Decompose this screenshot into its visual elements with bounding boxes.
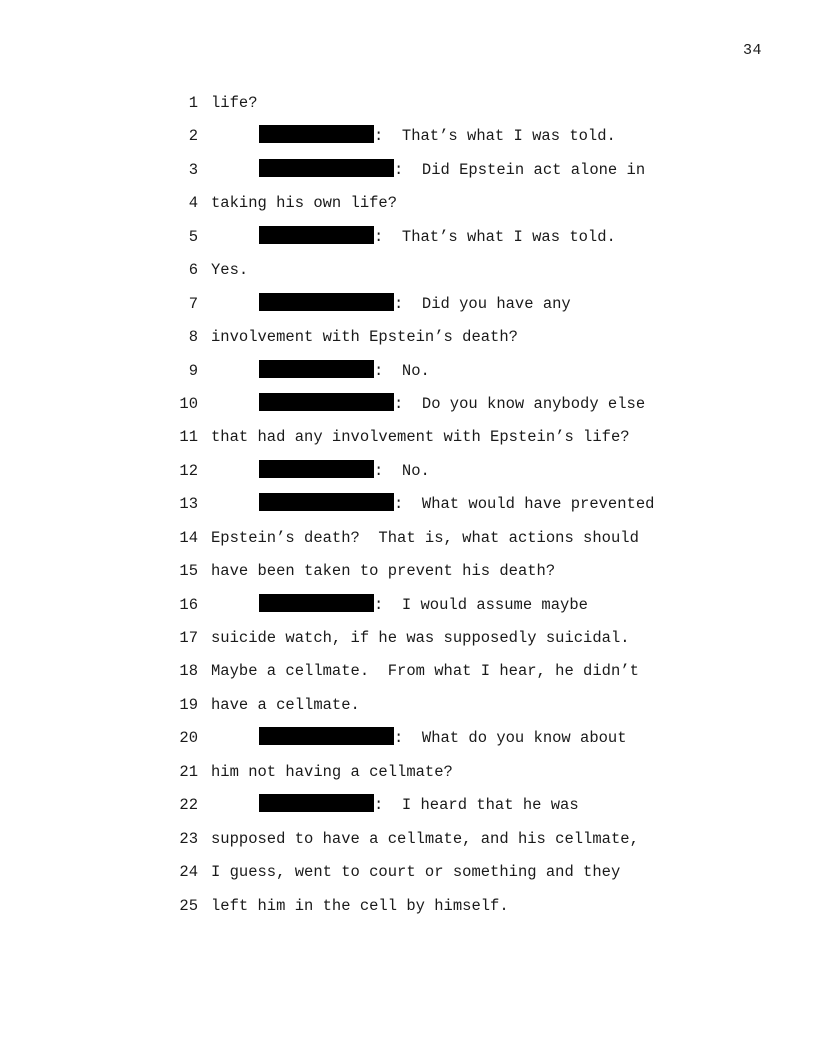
- line-number: 23: [179, 829, 198, 848]
- line-text: [211, 254, 248, 287]
- line-content: : No.: [374, 361, 430, 380]
- transcript-line: [172, 421, 772, 454]
- line-number: 1: [188, 94, 198, 112]
- line-text: [211, 890, 509, 923]
- transcript-line: [172, 589, 772, 622]
- line-number: 21: [179, 762, 198, 781]
- line-content: : I heard that he was: [374, 796, 579, 815]
- transcript-line: [172, 488, 772, 521]
- transcript-line: [172, 622, 772, 655]
- transcript-line: [172, 321, 772, 354]
- line-content: I guess, went to court or something and they: [211, 863, 621, 882]
- line-text: [211, 689, 360, 722]
- transcript-line: [172, 689, 772, 722]
- line-number: 10: [179, 394, 198, 413]
- speaker-line: [259, 789, 579, 822]
- line-content: : That’s what I was told.: [374, 227, 616, 246]
- line-number: 20: [179, 729, 198, 748]
- redacted-speaker-name: [259, 393, 394, 411]
- speaker-line: [259, 221, 616, 254]
- transcript-line: [172, 856, 772, 889]
- line-number: 11: [179, 428, 198, 447]
- line-number: 3: [188, 160, 198, 179]
- transcript-line: [172, 154, 772, 187]
- speaker-line: [259, 388, 645, 421]
- line-content: involvement with Epstein’s death?: [211, 328, 518, 347]
- line-text: [211, 555, 555, 588]
- line-text: [211, 87, 258, 120]
- line-content: : Do you know anybody else: [394, 394, 646, 413]
- transcript-line: [172, 388, 772, 421]
- transcript-line: [172, 187, 772, 220]
- page-number: 34: [742, 42, 762, 59]
- transcript-line: [172, 120, 772, 153]
- speaker-line: [259, 589, 588, 622]
- line-number: 15: [179, 562, 198, 581]
- line-content: have been taken to prevent his death?: [211, 562, 556, 581]
- line-number: 24: [179, 863, 198, 882]
- line-number: 6: [188, 261, 198, 280]
- line-text: [211, 321, 518, 354]
- line-text: [211, 622, 630, 655]
- speaker-line: [259, 488, 654, 521]
- speaker-line: [259, 120, 616, 153]
- redacted-speaker-name: [259, 125, 374, 143]
- line-number: 4: [188, 194, 198, 213]
- transcript-line: [172, 355, 772, 388]
- line-number: 16: [179, 595, 198, 614]
- line-number: 8: [188, 328, 198, 347]
- line-text: [211, 856, 620, 889]
- line-content: : Did you have any: [394, 294, 571, 313]
- speaker-line: [259, 288, 571, 321]
- transcript-line: [172, 87, 772, 120]
- redacted-speaker-name: [259, 360, 374, 378]
- speaker-line: [259, 722, 627, 755]
- line-content: him not having a cellmate?: [211, 762, 453, 781]
- line-content: Epstein’s death? That is, what actions should: [211, 528, 639, 547]
- line-number: 22: [179, 796, 198, 815]
- line-content: Maybe a cellmate. From what I hear, he didn’t: [211, 662, 639, 681]
- transcript-line: [172, 756, 772, 789]
- line-content: supposed to have a cellmate, and his cellmate,: [211, 829, 639, 848]
- redacted-speaker-name: [259, 460, 374, 478]
- redacted-speaker-name: [259, 293, 394, 311]
- line-content: : What do you know about: [394, 729, 627, 748]
- redacted-speaker-name: [259, 794, 374, 812]
- line-text: [211, 655, 639, 688]
- line-content: life?: [211, 94, 258, 112]
- line-number: 14: [179, 528, 198, 547]
- line-content: : That’s what I was told.: [374, 127, 616, 146]
- transcript-line: [172, 722, 772, 755]
- redacted-speaker-name: [259, 226, 374, 244]
- line-text: [211, 756, 453, 789]
- line-number: 17: [179, 629, 198, 647]
- line-number: 19: [179, 695, 198, 714]
- speaker-line: [259, 154, 645, 187]
- redacted-speaker-name: [259, 727, 394, 745]
- line-content: : I would assume maybe: [374, 595, 588, 614]
- line-number: 12: [179, 461, 198, 480]
- line-content: taking his own life?: [211, 194, 398, 213]
- speaker-line: [259, 355, 430, 388]
- line-number: 5: [188, 227, 198, 246]
- transcript-line: [172, 288, 772, 321]
- line-number: 9: [188, 361, 198, 380]
- line-content: : Did Epstein act alone in: [394, 160, 646, 179]
- line-content: : No.: [374, 461, 430, 480]
- line-text: [211, 522, 639, 555]
- transcript-line: [172, 254, 772, 287]
- line-number: 2: [188, 127, 198, 146]
- redacted-speaker-name: [259, 493, 394, 511]
- line-text: [211, 421, 630, 454]
- line-content: Yes.: [211, 261, 249, 280]
- line-number: 13: [179, 495, 198, 514]
- transcript-line: [172, 823, 772, 856]
- transcript-body: [172, 87, 772, 923]
- line-text: [211, 823, 639, 856]
- transcript-line: [172, 522, 772, 555]
- redacted-speaker-name: [259, 159, 394, 177]
- line-number: 25: [179, 896, 198, 915]
- transcript-line: [172, 655, 772, 688]
- transcript-line: [172, 890, 772, 923]
- line-number: 18: [179, 662, 198, 681]
- transcript-line: [172, 455, 772, 488]
- line-content: suicide watch, if he was supposedly suicidal.: [211, 629, 630, 647]
- line-content: that had any involvement with Epstein’s life?: [211, 428, 630, 447]
- line-text: [211, 187, 397, 220]
- transcript-line: [172, 789, 772, 822]
- speaker-line: [259, 455, 430, 488]
- line-content: : What would have prevented: [394, 495, 655, 514]
- transcript-line: [172, 221, 772, 254]
- redacted-speaker-name: [259, 594, 374, 612]
- line-number: 7: [188, 294, 198, 313]
- line-content: left him in the cell by himself.: [211, 896, 509, 915]
- transcript-line: [172, 555, 772, 588]
- line-content: have a cellmate.: [211, 695, 360, 714]
